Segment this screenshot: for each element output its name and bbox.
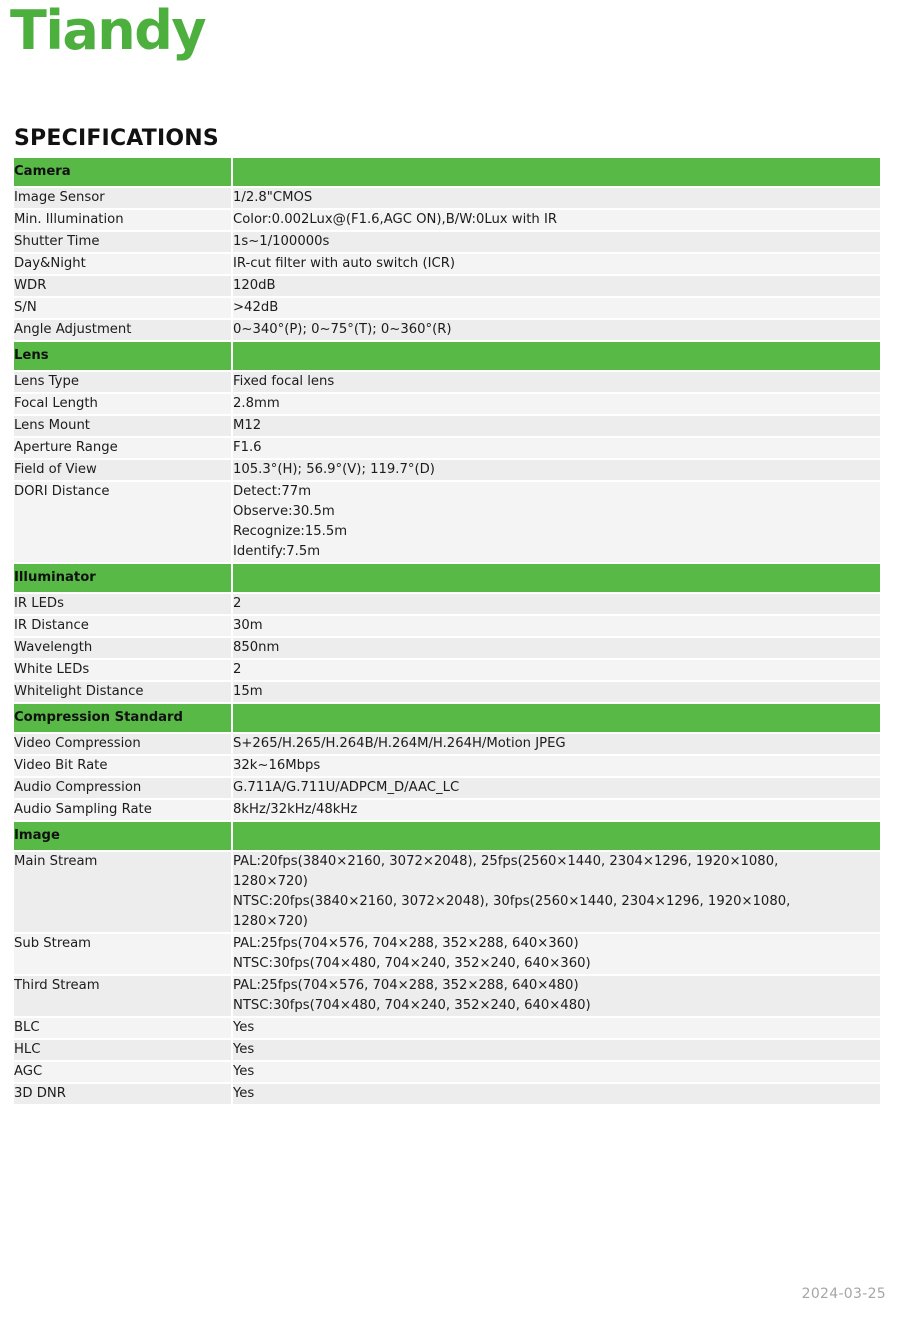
- section-title: Camera: [14, 158, 233, 188]
- spec-label: Focal Length: [14, 394, 233, 416]
- spec-value-line: PAL:20fps(3840×2160, 3072×2048), 25fps(2560×1440, 2304×1296, 1920×1080,: [233, 854, 779, 869]
- spec-value-line: 850nm: [233, 640, 280, 655]
- spec-label: Video Compression: [14, 734, 233, 756]
- spec-row: [14, 1084, 880, 1106]
- section-title: Compression Standard: [14, 704, 233, 734]
- spec-value-line: 15m: [233, 684, 263, 699]
- spec-value-line: 32k~16Mbps: [233, 758, 321, 773]
- spec-row: [14, 1040, 880, 1062]
- spec-label: WDR: [14, 276, 233, 298]
- spec-value: [233, 756, 880, 778]
- spec-label: Shutter Time: [14, 232, 233, 254]
- spec-value: [233, 616, 880, 638]
- spec-row: [14, 934, 880, 976]
- spec-label: Lens Type: [14, 372, 233, 394]
- specifications-table: [14, 158, 880, 1106]
- spec-row: [14, 188, 880, 210]
- section-title: Image: [14, 822, 233, 852]
- spec-value-line: 1280×720): [233, 914, 308, 929]
- spec-label: BLC: [14, 1018, 233, 1040]
- section-header-filler: [233, 822, 880, 852]
- spec-label: Video Bit Rate: [14, 756, 233, 778]
- spec-value-line: >42dB: [233, 300, 279, 315]
- spec-value: [233, 594, 880, 616]
- spec-value-line: M12: [233, 418, 262, 433]
- spec-value-line: G.711A/G.711U/ADPCM_D/AAC_LC: [233, 780, 460, 795]
- spec-value-line: Detect:77m: [233, 484, 312, 499]
- spec-value-line: PAL:25fps(704×576, 704×288, 352×288, 640×360): [233, 936, 579, 951]
- spec-label: Main Stream: [14, 852, 233, 934]
- brand-logo: [10, 0, 205, 62]
- spec-value: [233, 438, 880, 460]
- section-header-row: [14, 822, 880, 852]
- spec-value-line: 30m: [233, 618, 263, 633]
- spec-row: [14, 254, 880, 276]
- spec-row: [14, 372, 880, 394]
- spec-label: White LEDs: [14, 660, 233, 682]
- spec-value: [233, 276, 880, 298]
- spec-row: [14, 232, 880, 254]
- spec-row: [14, 460, 880, 482]
- spec-value-line: Yes: [233, 1064, 255, 1079]
- spec-value-line: 105.3°(H); 56.9°(V); 119.7°(D): [233, 462, 435, 477]
- spec-value: [233, 460, 880, 482]
- spec-row: [14, 210, 880, 232]
- spec-row: [14, 298, 880, 320]
- spec-label: Third Stream: [14, 976, 233, 1018]
- spec-row: [14, 800, 880, 822]
- section-header-row: [14, 564, 880, 594]
- spec-value-line: S+265/H.265/H.264B/H.264M/H.264H/Motion JPEG: [233, 736, 566, 751]
- spec-value-line: 8kHz/32kHz/48kHz: [233, 802, 358, 817]
- spec-value: [233, 734, 880, 756]
- spec-label: Lens Mount: [14, 416, 233, 438]
- spec-value-line: 0~340°(P); 0~75°(T); 0~360°(R): [233, 322, 452, 337]
- spec-label: Audio Compression: [14, 778, 233, 800]
- spec-row: [14, 1018, 880, 1040]
- spec-value: [233, 976, 880, 1018]
- spec-value: [233, 800, 880, 822]
- spec-row: [14, 778, 880, 800]
- section-header-row: [14, 158, 880, 188]
- section-header-filler: [233, 704, 880, 734]
- spec-row: [14, 660, 880, 682]
- spec-row: [14, 734, 880, 756]
- spec-value-line: Yes: [233, 1020, 255, 1035]
- specifications-table-body: [14, 158, 880, 1106]
- footer-date: 2024-03-25: [801, 1286, 886, 1302]
- spec-value-line: 120dB: [233, 278, 276, 293]
- spec-label: Angle Adjustment: [14, 320, 233, 342]
- spec-row: [14, 638, 880, 660]
- spec-value-line: Color:0.002Lux@(F1.6,AGC ON),B/W:0Lux with IR: [233, 212, 558, 227]
- spec-value-line: NTSC:30fps(704×480, 704×240, 352×240, 640×360): [233, 956, 591, 971]
- spec-label: Image Sensor: [14, 188, 233, 210]
- spec-value: [233, 482, 880, 564]
- spec-value-line: NTSC:30fps(704×480, 704×240, 352×240, 640×480): [233, 998, 591, 1013]
- spec-value: [233, 682, 880, 704]
- spec-row: [14, 1062, 880, 1084]
- spec-row: [14, 320, 880, 342]
- spec-value-line: 1/2.8"CMOS: [233, 190, 313, 205]
- spec-label: Day&Night: [14, 254, 233, 276]
- spec-value: [233, 254, 880, 276]
- spec-value: [233, 232, 880, 254]
- spec-label: HLC: [14, 1040, 233, 1062]
- spec-value: [233, 638, 880, 660]
- spec-label: 3D DNR: [14, 1084, 233, 1106]
- spec-value: [233, 1040, 880, 1062]
- spec-label: AGC: [14, 1062, 233, 1084]
- spec-value: [233, 1062, 880, 1084]
- spec-value-line: Observe:30.5m: [233, 504, 335, 519]
- spec-value: [233, 778, 880, 800]
- spec-row: [14, 394, 880, 416]
- section-header-row: [14, 704, 880, 734]
- spec-row: [14, 594, 880, 616]
- spec-label: S/N: [14, 298, 233, 320]
- spec-row: [14, 416, 880, 438]
- spec-value: [233, 852, 880, 934]
- spec-label: Audio Sampling Rate: [14, 800, 233, 822]
- spec-label: Wavelength: [14, 638, 233, 660]
- spec-value-line: 2.8mm: [233, 396, 280, 411]
- spec-row: [14, 682, 880, 704]
- section-header-filler: [233, 342, 880, 372]
- spec-label: DORI Distance: [14, 482, 233, 564]
- page-title: SPECIFICATIONS: [14, 126, 219, 151]
- spec-row: [14, 852, 880, 934]
- spec-row: [14, 482, 880, 564]
- spec-value: [233, 372, 880, 394]
- spec-label: Sub Stream: [14, 934, 233, 976]
- spec-value-line: 2: [233, 662, 242, 677]
- spec-value-line: PAL:25fps(704×576, 704×288, 352×288, 640×480): [233, 978, 579, 993]
- spec-label: Whitelight Distance: [14, 682, 233, 704]
- spec-value: [233, 660, 880, 682]
- spec-value: [233, 1018, 880, 1040]
- spec-value-line: Yes: [233, 1086, 255, 1101]
- spec-value-line: 1s~1/100000s: [233, 234, 330, 249]
- spec-label: Field of View: [14, 460, 233, 482]
- spec-value-line: 2: [233, 596, 242, 611]
- spec-value: [233, 1084, 880, 1106]
- brand-logo-text: Tiandy: [10, 0, 206, 62]
- section-title: Illuminator: [14, 564, 233, 594]
- spec-value-line: IR-cut filter with auto switch (ICR): [233, 256, 455, 271]
- section-title: Lens: [14, 342, 233, 372]
- spec-row: [14, 438, 880, 460]
- spec-label: IR LEDs: [14, 594, 233, 616]
- spec-label: Aperture Range: [14, 438, 233, 460]
- spec-value-line: Identify:7.5m: [233, 544, 321, 559]
- spec-value-line: Fixed focal lens: [233, 374, 335, 389]
- spec-value-line: F1.6: [233, 440, 262, 455]
- spec-value: [233, 188, 880, 210]
- spec-value: [233, 934, 880, 976]
- spec-row: [14, 976, 880, 1018]
- spec-label: Min. Illumination: [14, 210, 233, 232]
- spec-value: [233, 394, 880, 416]
- spec-label: IR Distance: [14, 616, 233, 638]
- spec-value: [233, 298, 880, 320]
- spec-value: [233, 416, 880, 438]
- spec-value: [233, 210, 880, 232]
- spec-value-line: 1280×720): [233, 874, 308, 889]
- section-header-filler: [233, 158, 880, 188]
- section-header-filler: [233, 564, 880, 594]
- spec-value-line: Recognize:15.5m: [233, 524, 348, 539]
- spec-row: [14, 616, 880, 638]
- section-header-row: [14, 342, 880, 372]
- spec-row: [14, 756, 880, 778]
- spec-value-line: NTSC:20fps(3840×2160, 3072×2048), 30fps(2560×1440, 2304×1296, 1920×1080,: [233, 894, 791, 909]
- spec-value: [233, 320, 880, 342]
- spec-row: [14, 276, 880, 298]
- spec-value-line: Yes: [233, 1042, 255, 1057]
